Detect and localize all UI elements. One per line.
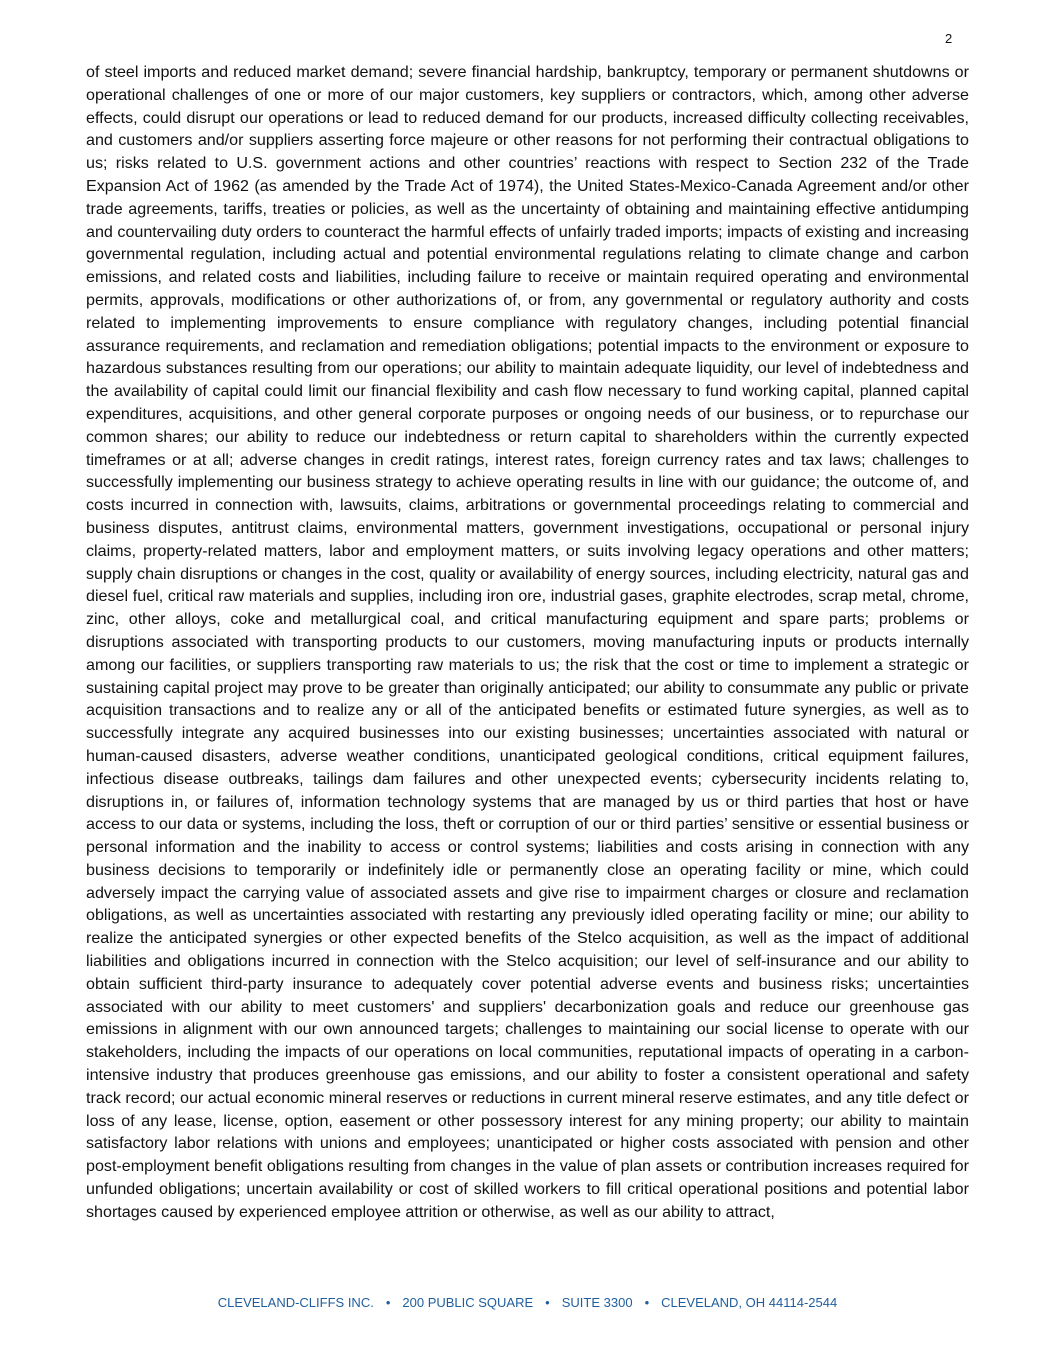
footer-suite: SUITE 3300 <box>561 1295 633 1310</box>
footer-separator: • <box>644 1295 650 1310</box>
body-paragraph: of steel imports and reduced market demand; severe financial hardship, bankruptcy, temporary or permanent shutdowns or operational challenges of one or more of our major customers, key suppliers or contractors, which, among other adverse effects, could disrupt our operations or lead to reduced demand for our products, increased difficulty collecting receivables, and customers and/or suppliers asserting force majeure or other reasons for not performing their contractual obligations to us; risks related to U.S. government actions and other countries’ reactions with respect to Section 232 of the Trade Expansion Act of 1962 (as amended by the Trade Act of 1974), the United States-Mexico-Canada Agreement and/or other trade agreements, tariffs, treaties or policies, as well as the uncertainty of obtaining and maintaining effective antidumping and countervailing duty orders to counteract the harmful effects of unfairly traded imports; impacts of existing and increasing governmental regulation, including actual and potential environmental regulations relating to climate change and carbon emissions, and related costs and liabilities, including failure to receive or maintain required operating and environmental permits, approvals, modifications or other authorizations of, or from, any governmental or regulatory authority and costs related to implementing improvements to ensure compliance with regulatory changes, including potential financial assurance requirements, and reclamation and remediation obligations; potential impacts to the environment or exposure to hazardous substances resulting from our operations; our ability to maintain adequate liquidity, our level of indebtedness and the availability of capital could limit our financial flexibility and cash flow necessary to fund working capital, planned capital expenditures, acquisitions, and other general corporate purposes or ongoing needs of our business, or to repurchase our common shares; our ability to reduce our indebtedness or return capital to shareholders within the currently expected timeframes or at all; adverse changes in credit ratings, interest rates, foreign currency rates and tax laws; challenges to successfully implementing our business strategy to achieve operating results in line with our guidance; the outcome of, and costs incurred in connection with, lawsuits, claims, arbitrations or governmental proceedings relating to commercial and business disputes, antitrust claims, environmental matters, government investigations, occupational or personal injury claims, property-related matters, labor and employment matters, or suits involving legacy operations and other matters; supply chain disruptions or changes in the cost, quality or availability of energy sources, including electricity, natural gas and diesel fuel, critical raw materials and supplies, including iron ore, industrial gases, graphite electrodes, scrap metal, chrome, zinc, other alloys, coke and metallurgical coal, and critical manufacturing equipment and spare parts; problems or disruptions associated with transporting products to our customers, moving manufacturing inputs or products internally among our facilities, or suppliers transporting raw materials to us; the risk that the cost or time to implement a strategic or sustaining capital project may prove to be greater than originally anticipated; our ability to consummate any public or private acquisition transactions and to realize any or all of the anticipated benefits or estimated future synergies, as well as to successfully integrate any acquired businesses into our existing businesses; uncertainties associated with natural or human-caused disasters, adverse weather conditions, unanticipated geological conditions, critical equipment failures, infectious disease outbreaks, tailings dam failures and other unexpected events; cybersecurity incidents relating to, disruptions in, or failures of, information technology systems that are managed by us or third parties that host or have access to our data or systems, including the loss, theft or corruption of our or third parties’ sensitive or essential business or personal information and the inability to access or control systems; liabilities and costs arising in connection with any business decisions to temporarily or indefinitely idle or permanently close an operating facility or mine, which could adversely impact the carrying value of associated assets and give rise to impairment charges or closure and reclamation obligations, as well as uncertainties associated with restarting any previously idled operating facility or mine; our ability to realize the anticipated synergies or other expected benefits of the Stelco acquisition, as well as the impact of additional liabilities and obligations incurred in connection with the Stelco acquisition; our level of self-insurance and our ability to obtain sufficient third-party insurance to adequately cover potential adverse events and business risks; uncertainties associated with our ability to meet customers' and suppliers' decarbonization goals and reduce our greenhouse gas emissions in alignment with our own announced targets; challenges to maintaining our social license to operate with our stakeholders, including the impacts of our operations on local communities, reputational impacts of operating in a carbon-intensive industry that produces greenhouse gas emissions, and our ability to foster a consistent operational and safety track record; our actual economic mineral reserves or reductions in current mineral reserve estimates, and any title defect or loss of any lease, license, option, easement or other possessory interest for any mining property; our ability to maintain satisfactory labor relations with unions and employees; unanticipated or higher costs associated with pension and other post-employment benefit obligations resulting from changes in the value of plan assets or contribution increases required for unfunded obligations; uncertain availability or cost of skilled workers to fill critical operational positions and potential labor shortages caused by experienced employee attrition or otherwise, as well as our ability to attract, <box>86 63 969 1221</box>
footer-city: CLEVELAND, OH 44114-2544 <box>661 1295 838 1310</box>
footer-separator: • <box>385 1295 391 1310</box>
footer-address: 200 PUBLIC SQUARE <box>402 1295 534 1310</box>
footer-company: CLEVELAND-CLIFFS INC. <box>217 1295 374 1310</box>
footer-separator: • <box>545 1295 550 1310</box>
page-number: 2 <box>945 31 953 46</box>
letterhead-footer <box>0 1294 1055 1312</box>
